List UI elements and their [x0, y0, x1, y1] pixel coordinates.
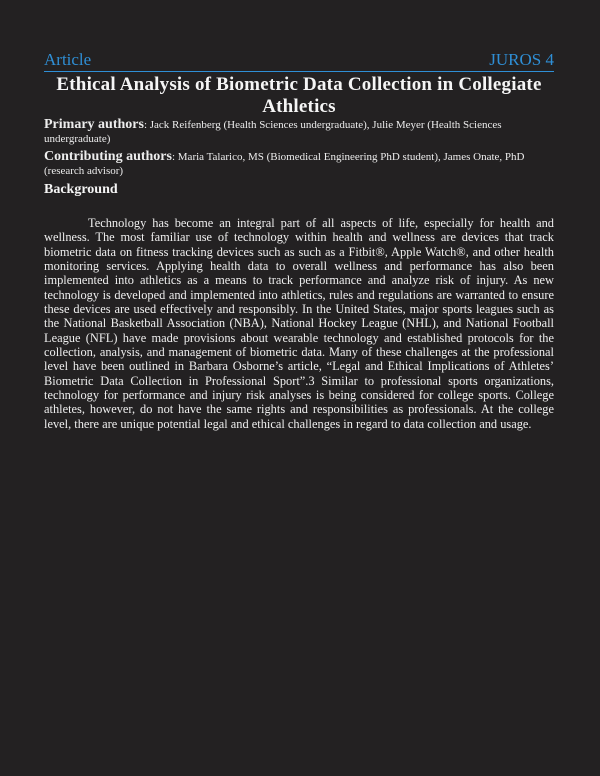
- section-label: Article: [44, 50, 92, 69]
- body-paragraph: Technology has become an integral part of all aspects of life, especially for health and wellness. The most familiar use of technology within health and wellness are devices that track biometric data on fitness tracking devices such as such as a Fitbit®, Apple Watch®, and other health monitoring services. Applying health data to overall wellness and performance has also been implemented into athletics as a means to track performance and analyze risk of injury. As new technology is developed and implemented into athletics, rules and regulations are warranted to ensure these devices are used effectively and responsibly. In the United States, major sports leagues such as the National Basketball Association (NBA), National Hockey League (NHL), and National Football League (NFL) have made provisions about wearable technology and established protocols for the collection, analysis, and management of biometric data. Many of these challenges at the professional level have been outlined in Barbara Osborne’s article, “Legal and Ethical Implications of Athletes’ Biometric Data Collection in Professional Sport”.3 Similar to professional sports organizations, technology for performance and injury risk analyses is being considered for college sports. College athletes, however, do not have the same rights and responsibilities as professionals. At the college level, there are unique potential legal and ethical challenges in regard to data collection and usage.: [44, 216, 554, 431]
- primary-authors: [44, 118, 554, 146]
- primary-authors-label: Primary authors: [44, 117, 144, 132]
- journal-label: JUROS 4: [489, 50, 554, 69]
- header-divider: [44, 71, 554, 72]
- running-header: [44, 50, 554, 70]
- primary-authors-text: : Jack Reifenberg (Health Sciences undergraduate), Julie Meyer (Health Sciences undergraduate): [44, 119, 502, 145]
- contributing-authors-text: : Maria Talarico, MS (Biomedical Engineering PhD student), James Onate, PhD (research advisor): [44, 151, 525, 177]
- article-title: Ethical Analysis of Biometric Data Collection in Collegiate Athletics: [56, 74, 542, 117]
- section-heading: Background: [44, 182, 118, 197]
- contributing-authors: [44, 150, 554, 178]
- contributing-authors-label: Contributing authors: [44, 149, 172, 164]
